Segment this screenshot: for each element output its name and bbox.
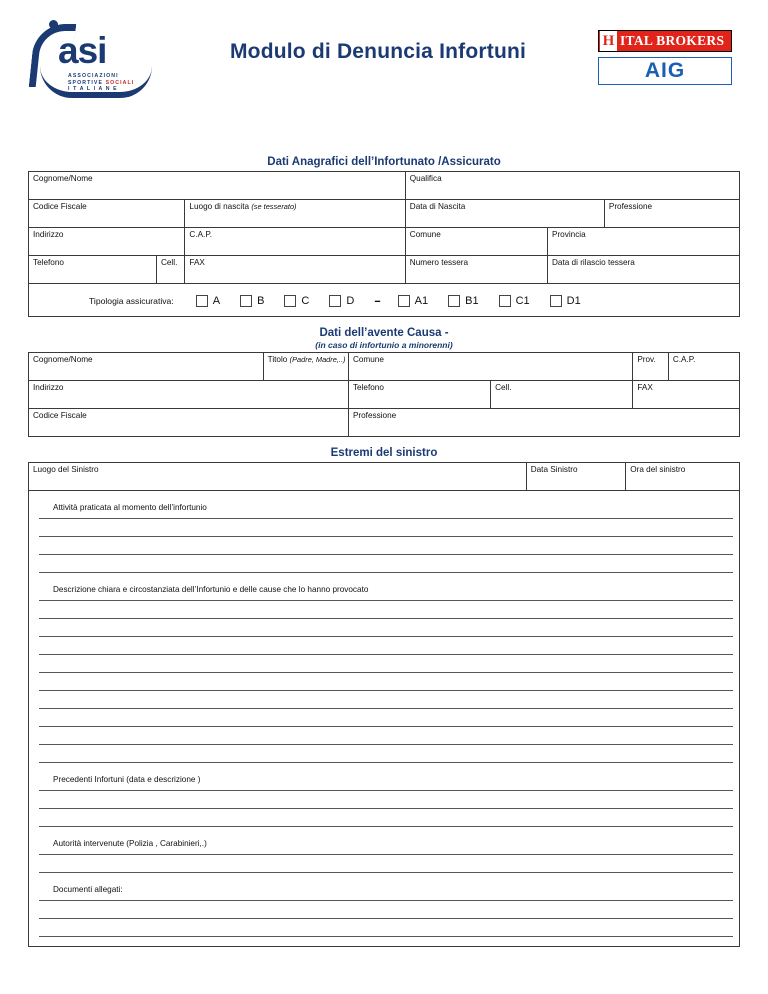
label-precedenti-infortuni: Precedenti Infortuni (data e descrizione ) <box>39 772 733 791</box>
checkbox-option-a[interactable] <box>196 295 220 307</box>
field-ac-cap[interactable]: C.A.P. <box>668 353 739 381</box>
field-ac-indirizzo[interactable]: Indirizzo <box>29 381 349 409</box>
label-attivita-praticata: Attività praticata al momento dell’infortunio <box>39 500 733 519</box>
write-line[interactable] <box>39 655 733 673</box>
checkbox-label-c: C <box>301 295 310 307</box>
field-ac-telefono[interactable]: Telefono <box>348 381 490 409</box>
asi-dot-icon <box>49 20 58 29</box>
field-ac-professione[interactable]: Professione <box>348 409 739 437</box>
table-row <box>29 381 740 409</box>
checkbox-option-b1[interactable] <box>448 295 478 307</box>
checkbox-icon[interactable] <box>329 295 341 307</box>
table-avente-causa <box>28 352 740 437</box>
field-ac-prov[interactable]: Prov. <box>633 353 669 381</box>
write-line[interactable] <box>39 791 733 809</box>
checkbox-label-d1: D1 <box>566 295 581 307</box>
table-anagrafici <box>28 171 740 317</box>
checkbox-label-a: A <box>212 295 221 307</box>
label-documenti-allegati: Documenti allegati: <box>39 882 733 901</box>
field-data-sinistro[interactable]: Data Sinistro <box>526 463 626 491</box>
write-line[interactable] <box>39 691 733 709</box>
asi-logo-word: asi <box>58 30 107 71</box>
checkbox-label-a1: A1 <box>414 295 429 307</box>
field-cell[interactable]: Cell. <box>156 256 184 284</box>
field-luogo-nascita[interactable] <box>185 200 405 228</box>
section-subtitle-avente-causa: (in caso di infortunio a minorenni) <box>315 340 453 350</box>
checkbox-option-c[interactable] <box>284 295 309 307</box>
checkbox-icon[interactable] <box>448 295 460 307</box>
section-title-avente-causa: Dati dell’avente Causa - <box>319 327 449 339</box>
section-title-anagrafici: Dati Anagrafici dell’Infortunato /Assicurato <box>267 156 501 168</box>
write-line[interactable] <box>39 537 733 555</box>
write-line[interactable] <box>39 709 733 727</box>
page-title: Modulo di Denuncia Infortuni <box>229 40 527 63</box>
table-row <box>29 409 740 437</box>
checkbox-label-d: D <box>346 295 355 307</box>
tipologia-label: Tipologia assicurativa: <box>89 296 174 306</box>
checkbox-label-b1: B1 <box>465 295 479 307</box>
partner-logos <box>598 18 740 85</box>
ital-brokers-logo <box>598 30 732 52</box>
field-ac-codice-fiscale[interactable]: Codice Fiscale <box>29 409 349 437</box>
checkbox-option-c1[interactable] <box>499 295 530 307</box>
field-professione[interactable]: Professione <box>604 200 739 228</box>
label-descrizione-infortunio: Descrizione chiara e circostanziata dell’Infortunio e delle cause che lo hanno provocato <box>39 582 733 601</box>
checkbox-option-b[interactable] <box>240 295 264 307</box>
table-sinistro-head <box>28 462 740 491</box>
write-line[interactable] <box>39 601 733 619</box>
table-row <box>29 228 740 256</box>
asi-sub-line-1: ASSOCIAZIONI <box>68 73 119 79</box>
checkbox-icon[interactable] <box>240 295 252 307</box>
field-numero-tessera[interactable]: Numero tessera <box>405 256 547 284</box>
write-line[interactable] <box>39 727 733 745</box>
table-row <box>29 256 740 284</box>
asi-sub-line-2: SPORTIVE SOCIALI <box>68 79 135 86</box>
sinistro-lined-box <box>28 491 740 947</box>
field-provincia[interactable]: Provincia <box>547 228 739 256</box>
ital-brokers-text: ITAL BROKERS <box>620 33 725 48</box>
field-fax[interactable]: FAX <box>185 256 405 284</box>
checkbox-label-c1: C1 <box>515 295 530 307</box>
ital-brokers-badge: H <box>600 31 617 51</box>
table-row <box>29 200 740 228</box>
checkbox-icon[interactable] <box>550 295 562 307</box>
write-line[interactable] <box>39 855 733 873</box>
checkbox-icon[interactable] <box>499 295 511 307</box>
asi-sub-line-3: I T A L I A N E <box>68 86 118 93</box>
write-line[interactable] <box>39 745 733 763</box>
field-data-nascita[interactable]: Data di Nascita <box>405 200 604 228</box>
checkbox-icon[interactable] <box>398 295 410 307</box>
field-ac-titolo-label: Titolo <box>267 355 288 364</box>
asi-logo-subtitle <box>68 73 134 93</box>
table-row <box>29 353 740 381</box>
field-data-rilascio-tessera[interactable]: Data di rilascio tessera <box>547 256 739 284</box>
document-header <box>28 0 740 110</box>
field-luogo-sinistro[interactable]: Luogo del Sinistro <box>29 463 527 491</box>
aig-logo <box>598 57 732 85</box>
field-indirizzo[interactable]: Indirizzo <box>29 228 185 256</box>
field-ac-titolo-note: (Padre, Madre,..) <box>289 355 346 364</box>
checkbox-icon[interactable] <box>196 295 208 307</box>
field-ora-sinistro[interactable]: Ora del sinistro <box>626 463 740 491</box>
section-title-sinistro: Estremi del sinistro <box>330 447 438 459</box>
field-ac-titolo[interactable] <box>263 353 348 381</box>
checkbox-option-a1[interactable] <box>398 295 428 307</box>
table-row-tipologia <box>29 284 740 317</box>
checkbox-label-b: B <box>257 295 265 307</box>
field-codice-fiscale[interactable]: Codice Fiscale <box>29 200 185 228</box>
write-line[interactable] <box>39 919 733 937</box>
field-cap[interactable]: C.A.P. <box>185 228 405 256</box>
asi-logo <box>28 18 158 94</box>
checkbox-option-d1[interactable] <box>550 295 581 307</box>
field-comune[interactable]: Comune <box>405 228 547 256</box>
write-line[interactable] <box>39 619 733 637</box>
write-line[interactable] <box>39 673 733 691</box>
field-luogo-nascita-label: Luogo di nascita <box>189 202 250 211</box>
field-ac-cell[interactable]: Cell. <box>491 381 633 409</box>
label-autorita-intervenute: Autorità intervenute (Polizia , Carabinieri,.) <box>39 836 733 855</box>
checkbox-option-d[interactable] <box>329 295 354 307</box>
table-row <box>29 172 740 200</box>
write-line[interactable] <box>39 809 733 827</box>
tipologia-cell <box>29 284 740 317</box>
field-cognome-nome[interactable]: Cognome/Nome <box>29 172 406 200</box>
write-line[interactable] <box>39 901 733 919</box>
table-row <box>29 463 740 491</box>
aig-logo-text: AIG <box>644 59 686 82</box>
write-line[interactable] <box>39 555 733 573</box>
write-line[interactable] <box>39 519 733 537</box>
field-ac-fax[interactable]: FAX <box>633 381 740 409</box>
field-luogo-nascita-note: (se tesserato) <box>251 202 297 211</box>
write-line[interactable] <box>39 637 733 655</box>
field-ac-cognome-nome[interactable]: Cognome/Nome <box>29 353 264 381</box>
field-ac-comune[interactable]: Comune <box>348 353 632 381</box>
field-qualifica[interactable]: Qualifica <box>405 172 739 200</box>
tipologia-separator: -- <box>374 295 380 307</box>
checkbox-icon[interactable] <box>284 295 296 307</box>
field-telefono[interactable]: Telefono <box>29 256 157 284</box>
